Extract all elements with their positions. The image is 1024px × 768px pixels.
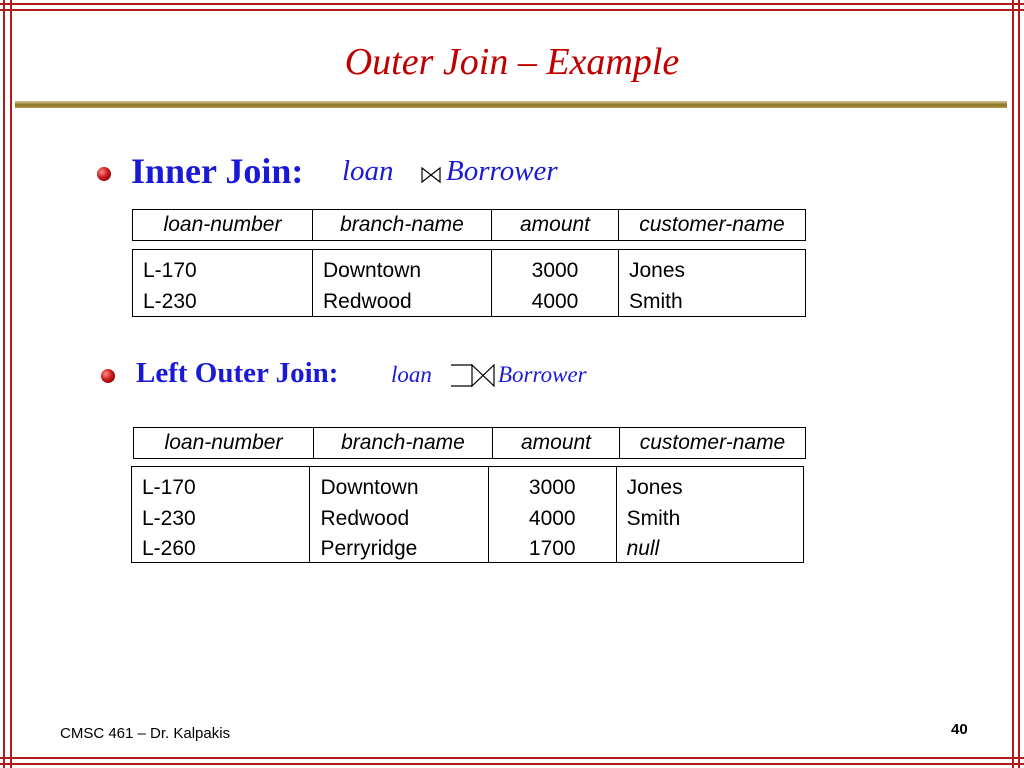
- inner-join-right-relation: Borrower: [446, 155, 558, 187]
- frame-left-line-inner: [10, 0, 12, 768]
- table-cell: Redwood: [320, 506, 410, 530]
- frame-left-line-outer: [3, 0, 5, 768]
- frame-top-line-outer: [0, 3, 1024, 5]
- branch-name-column: [313, 250, 492, 316]
- column-header-customer-name: customer-name: [639, 213, 785, 236]
- table-cell: Jones: [626, 476, 683, 499]
- amount-column: [489, 467, 617, 562]
- frame-right-line-outer: [1018, 0, 1020, 768]
- table-cell: Downtown: [323, 259, 422, 282]
- table-cell: Redwood: [323, 289, 412, 313]
- customer-name-column: [617, 467, 803, 562]
- table-cell: 1700: [528, 537, 576, 560]
- bullet-icon: [101, 369, 115, 383]
- inner-join-result-table: [132, 249, 806, 317]
- amount-column: [492, 250, 619, 316]
- inner-join-left-relation: loan: [342, 155, 394, 187]
- table-cell: Smith: [629, 289, 683, 313]
- title-underline-bar: [15, 101, 1007, 108]
- column-header-amount: amount: [492, 210, 619, 240]
- column-header-loan-number: loan-number: [133, 210, 313, 240]
- left-outer-join-right-relation: Borrower: [498, 362, 587, 387]
- inner-join-heading: Inner Join:: [131, 151, 304, 191]
- loan-number-column: [132, 467, 310, 562]
- table-cell: 3000: [528, 476, 576, 499]
- column-header-customer-name: customer-name: [639, 431, 786, 454]
- table-cell: Smith: [626, 506, 681, 530]
- slide-title: Outer Join – Example: [344, 41, 680, 83]
- table-cell: Perryridge: [320, 537, 418, 560]
- frame-bottom-line-inner: [0, 757, 1024, 759]
- left-outer-join-header-row: [133, 427, 806, 459]
- left-outer-join-left-relation: loan: [391, 362, 432, 387]
- customer-name-column: [619, 250, 805, 316]
- table-cell: 3000: [531, 259, 579, 282]
- table-cell: L-170: [143, 259, 197, 282]
- null-value-cell: null: [626, 537, 660, 560]
- table-cell: L-170: [142, 476, 196, 499]
- column-header-branch-name: branch-name: [314, 428, 493, 458]
- table-cell: Downtown: [320, 476, 419, 499]
- column-header-branch-name: branch-name: [313, 210, 492, 240]
- loan-number-column: [133, 250, 313, 316]
- inner-join-header-row: [132, 209, 806, 241]
- branch-name-column: [310, 467, 488, 562]
- left-outer-join-result-table: [131, 466, 804, 563]
- page-number: 40: [951, 721, 968, 738]
- natural-join-icon: [420, 166, 442, 184]
- bullet-icon: [97, 167, 111, 181]
- frame-right-line-inner: [1012, 0, 1014, 768]
- left-outer-join-icon: [449, 362, 497, 390]
- column-header-loan-number: loan-number: [134, 428, 314, 458]
- table-cell: L-230: [143, 289, 197, 313]
- table-cell: L-260: [142, 537, 196, 560]
- table-cell: 4000: [528, 506, 576, 530]
- column-header-amount: amount: [493, 428, 620, 458]
- frame-top-line-inner: [0, 9, 1024, 11]
- table-cell: L-230: [142, 506, 196, 530]
- left-outer-join-heading: Left Outer Join:: [136, 357, 339, 389]
- frame-bottom-line-outer: [0, 763, 1024, 765]
- footer-course-label: CMSC 461 – Dr. Kalpakis: [60, 725, 231, 742]
- table-cell: Jones: [629, 259, 686, 282]
- table-cell: 4000: [531, 289, 579, 313]
